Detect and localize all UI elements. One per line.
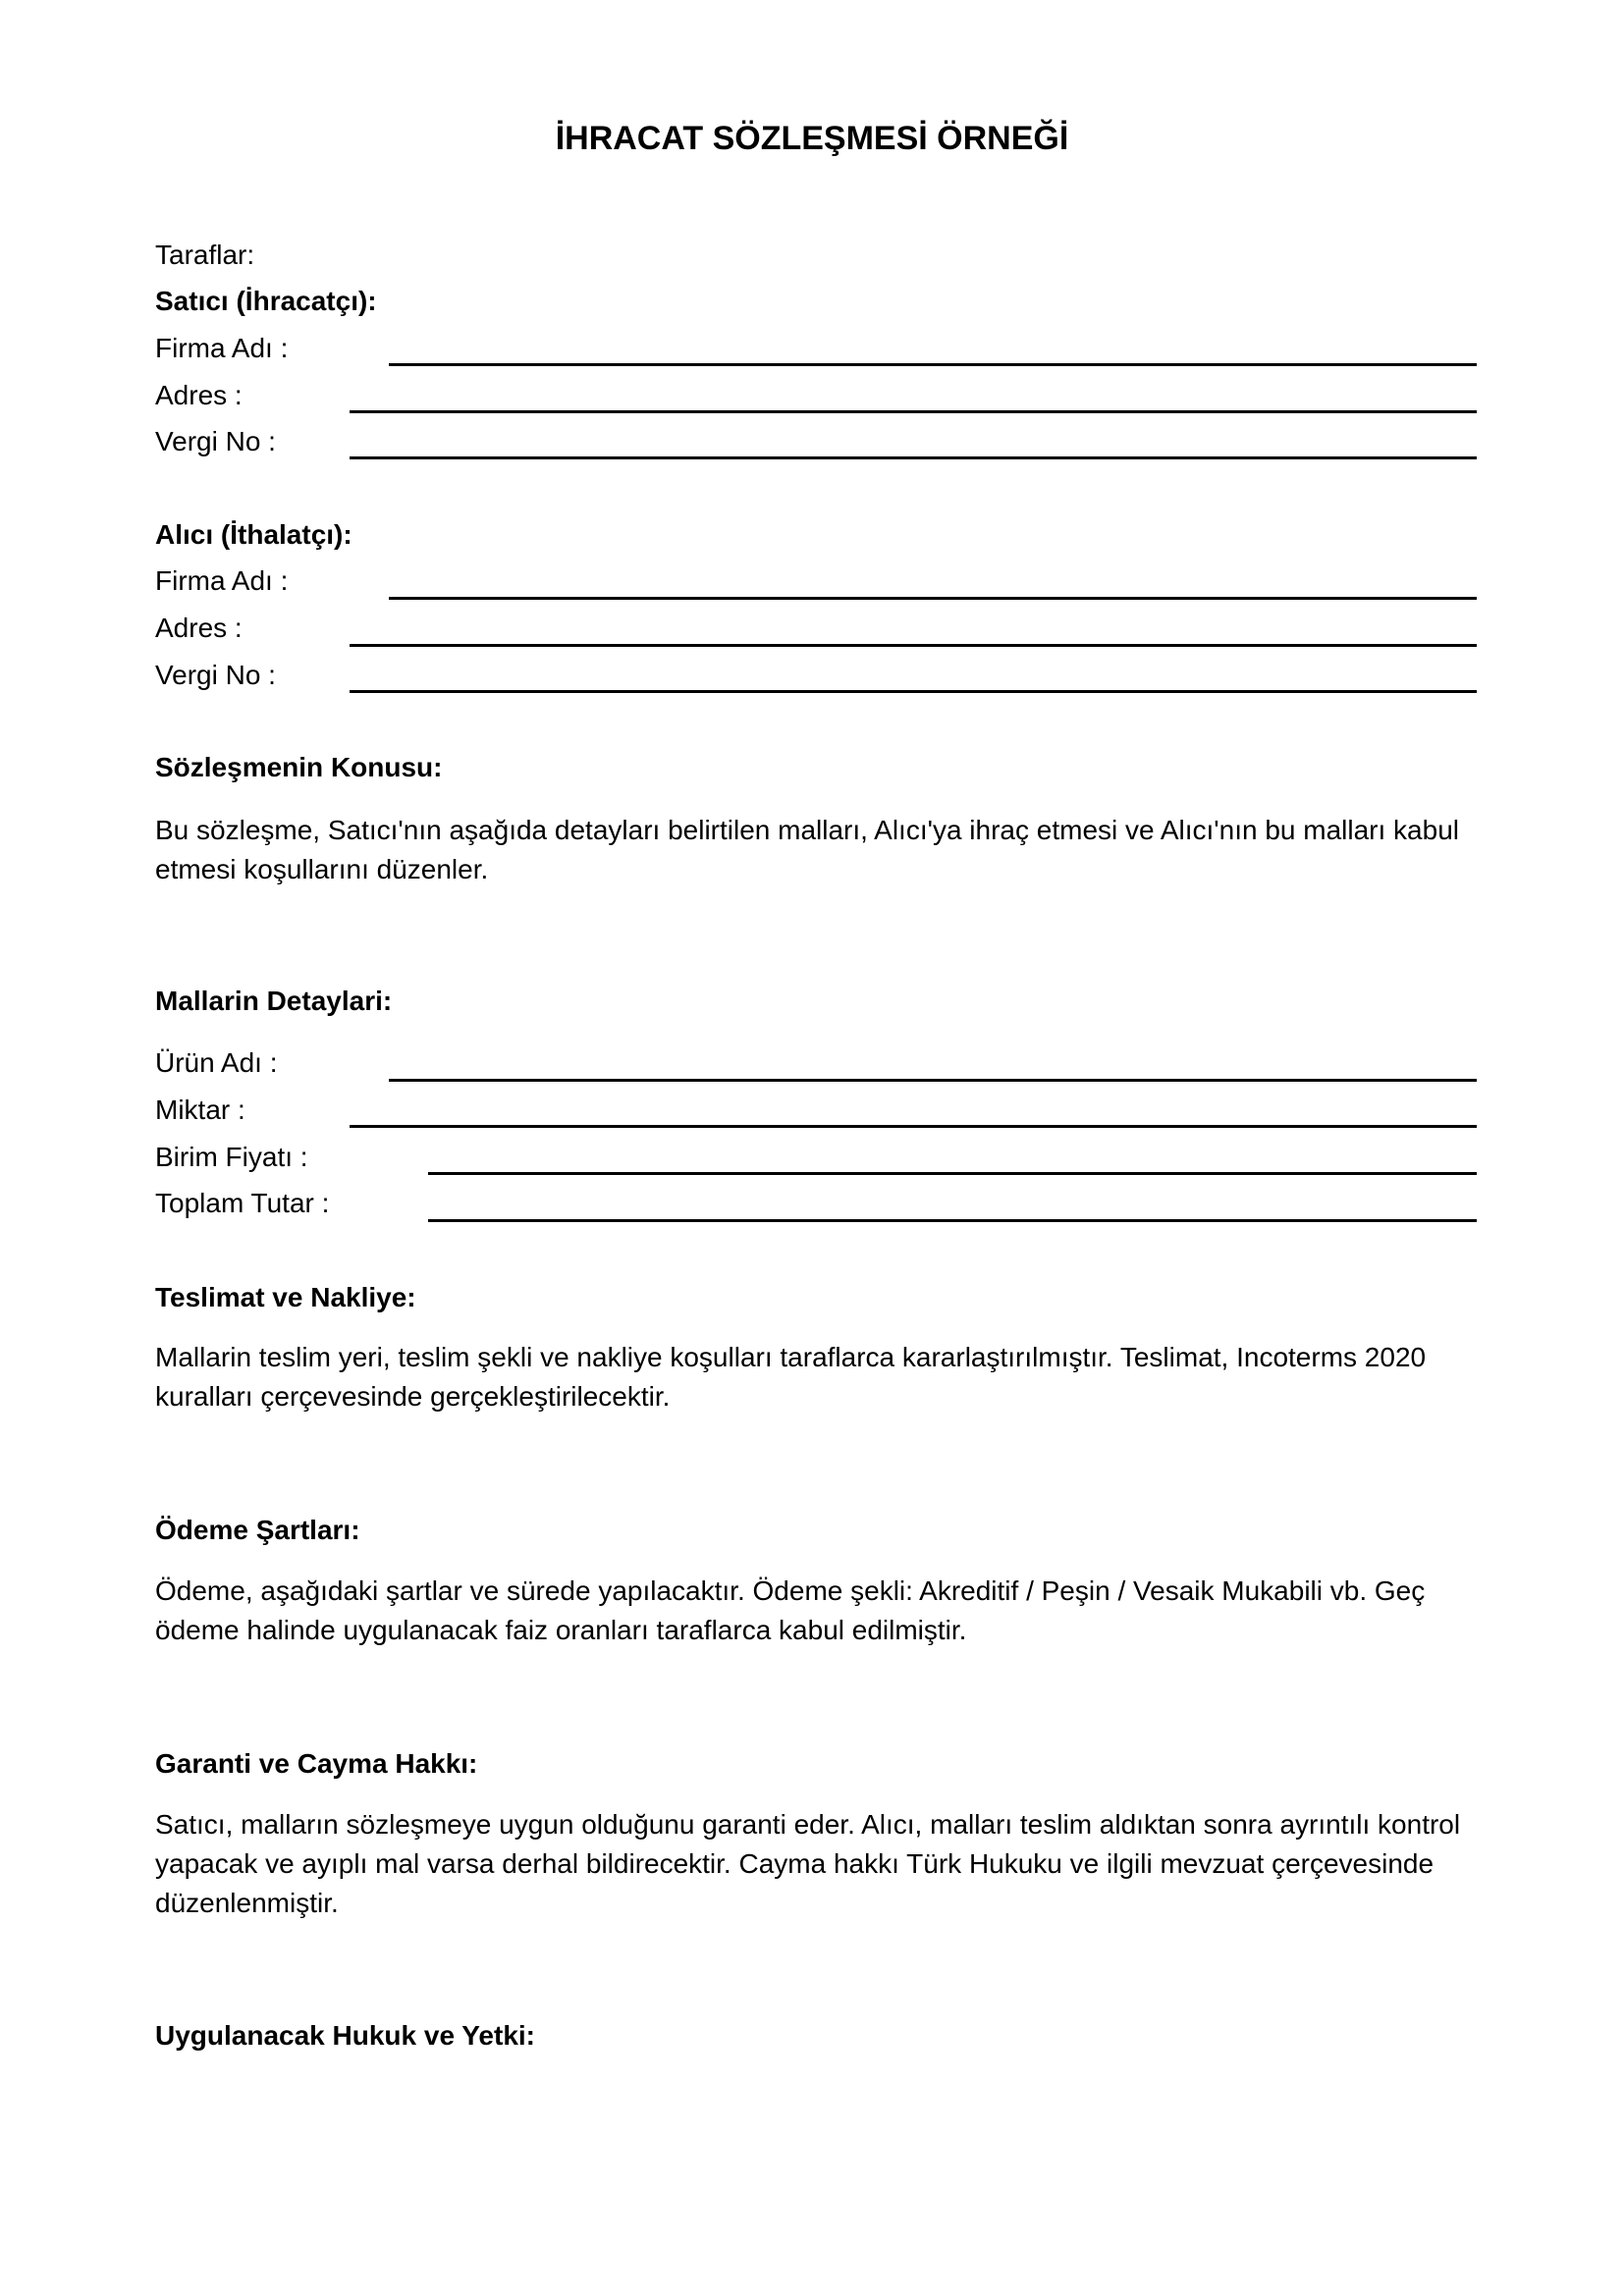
quantity-field[interactable] <box>350 1125 1477 1128</box>
product-name-field[interactable] <box>389 1079 1477 1082</box>
product-name-label: Ürün Adı : <box>155 1047 278 1078</box>
warranty-heading: Garanti ve Cayma Hakkı: <box>155 1748 478 1779</box>
document-title: İHRACAT SÖZLEŞMESİ ÖRNEĞİ <box>555 120 1069 157</box>
buyer-heading: Alıcı (İthalatçı): <box>155 519 352 550</box>
unit-price-label: Birim Fiyatı : <box>155 1142 308 1172</box>
buyer-firm-label: Firma Adı : <box>155 565 289 596</box>
delivery-heading: Teslimat ve Nakliye: <box>155 1282 416 1312</box>
total-amount-label: Toplam Tutar : <box>155 1188 330 1218</box>
payment-heading: Ödeme Şartları: <box>155 1515 360 1545</box>
quantity-label: Miktar : <box>155 1095 245 1125</box>
buyer-address-field[interactable] <box>350 644 1477 647</box>
buyer-firm-field[interactable] <box>389 597 1477 600</box>
buyer-tax-label: Vergi No : <box>155 660 276 690</box>
subject-heading: Sözleşmenin Konusu: <box>155 752 443 782</box>
seller-address-field[interactable] <box>350 410 1477 413</box>
unit-price-field[interactable] <box>428 1172 1477 1175</box>
seller-firm-label: Firma Adı : <box>155 333 289 363</box>
goods-heading: Mallarin Detaylari: <box>155 986 393 1016</box>
payment-paragraph: Ödeme, aşağıdaki şartlar ve sürede yapılacaktır. Ödeme şekli: Akreditif / Peşin / Vesaik Mukabili vb. Geç ödeme halinde uygulanacak faiz oranları taraflarca kabul edilmiştir. <box>155 1575 1426 1645</box>
total-amount-field[interactable] <box>428 1219 1477 1222</box>
seller-tax-field[interactable] <box>350 456 1477 459</box>
seller-firm-field[interactable] <box>389 363 1477 366</box>
buyer-tax-field[interactable] <box>350 690 1477 693</box>
seller-tax-label: Vergi No : <box>155 426 276 456</box>
subject-paragraph: Bu sözleşme, Satıcı'nın aşağıda detayları belirtilen malları, Alıcı'ya ihraç etmesi ve Alıcı'nın bu malları kabul etmesi koşullarını düzenler. <box>155 815 1459 884</box>
seller-address-label: Adres : <box>155 380 243 410</box>
warranty-paragraph: Satıcı, malların sözleşmeye uygun olduğunu garanti eder. Alıcı, malları teslim aldıktan sonra ayrıntılı kontrol yapacak ve ayıplı mal varsa derhal bildirecektir. Cayma hakkı Türk Hukuku ve ilgili mevzuat çerçevesinde düzenlenmiştir. <box>155 1809 1461 1918</box>
parties-label: Taraflar: <box>155 240 255 270</box>
delivery-paragraph: Mallarin teslim yeri, teslim şekli ve nakliye koşulları taraflarca kararlaştırılmıştır. Teslimat, Incoterms 2020 kuralları çerçevesinde gerçekleştirilecektir. <box>155 1342 1427 1412</box>
buyer-address-label: Adres : <box>155 613 243 643</box>
seller-heading: Satıcı (İhracatçı): <box>155 286 377 316</box>
law-heading: Uygulanacak Hukuk ve Yetki: <box>155 2020 535 2051</box>
